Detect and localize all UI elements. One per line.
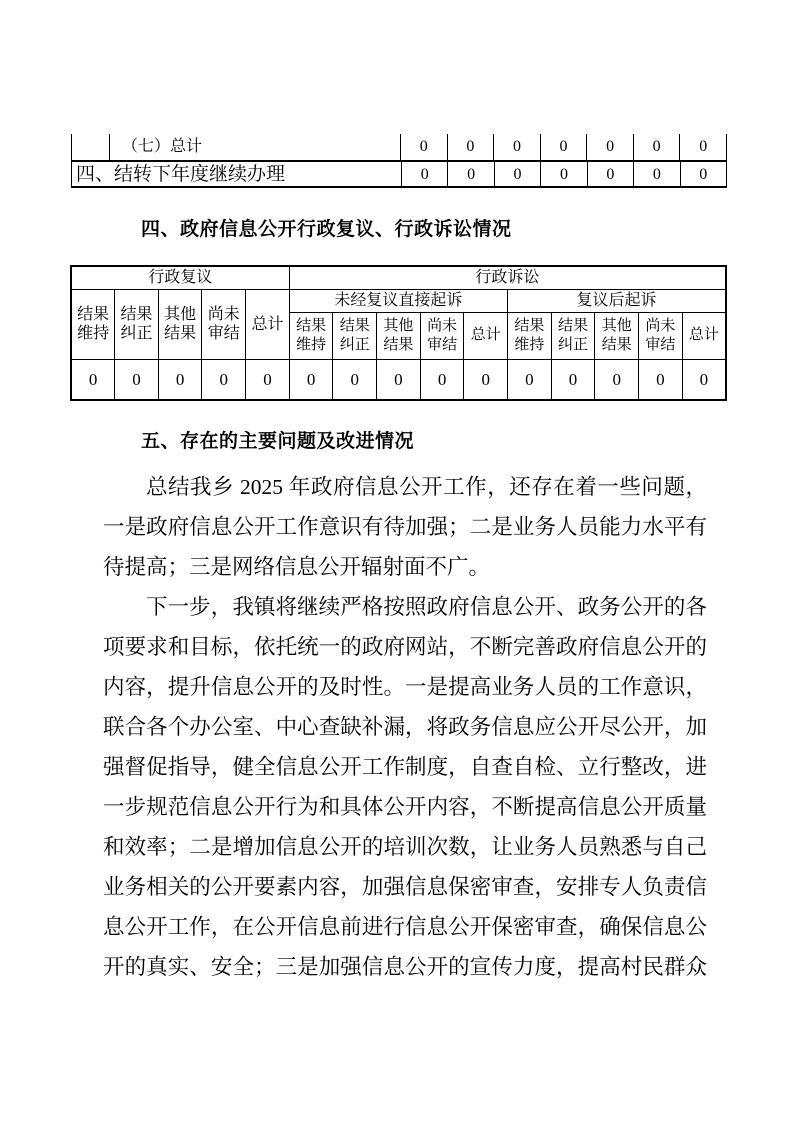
table-row [72,134,726,160]
cell-value: 0 [586,134,633,160]
admin-review-litigation-table [70,265,727,401]
group-header-litigation: 行政诉讼 [289,266,726,289]
cell-value: 0 [540,162,586,186]
paragraph-line: 总结我乡 2025 年政府信息公开工作，还存在着一些问题， [146,475,707,499]
paragraph-line: 开的真实、安全；三是加强信息公开的宣传力度，提高村民群众 [103,955,707,979]
table-row [71,289,726,312]
table-row [72,160,726,186]
column-header: 尚未审结 [639,312,683,359]
cell-value: 0 [633,134,680,160]
cell-value: 0 [401,162,447,186]
section-heading-5: 五、存在的主要问题及改进情况 [141,431,415,452]
cell-value: 0 [447,134,494,160]
cell-value: 0 [202,359,246,400]
cell-value: 0 [115,359,159,400]
table-row [71,359,726,400]
paragraph-line: 一是政府信息公开工作意识有待加强；二是业务人员能力水平有 [103,515,707,539]
paragraph-line: 下一步，我镇将继续严格按照政府信息公开、政务公开的各 [146,595,707,619]
column-header: 总计 [682,312,726,359]
cell-value: 0 [587,162,633,186]
column-header: 尚未审结 [420,312,464,359]
cell-value: 0 [508,359,552,400]
table-cell-empty [72,134,110,160]
row-label: 四、结转下年度继续办理 [76,164,286,185]
column-header: 总计 [246,289,290,359]
column-header: 总计 [464,312,508,359]
cell-value: 0 [595,359,639,400]
body-text [103,467,707,987]
column-header: 结果维持 [71,289,115,359]
cell-value: 0 [400,134,447,160]
cell-value: 0 [289,359,333,400]
column-header: 尚未审结 [202,289,246,359]
section-heading-4: 四、政府信息公开行政复议、行政诉讼情况 [141,219,512,240]
cell-value: 0 [633,162,679,186]
cell-value: 0 [680,162,726,186]
paragraph-line: 息公开工作，在公开信息前进行信息公开保密审查，确保信息公 [103,915,707,939]
cell-value: 0 [679,134,726,160]
paragraph-line: 项要求和目标，依托统一的政府网站，不断完善政府信息公开的 [103,635,707,659]
cell-value: 0 [333,359,377,400]
subgroup-header-after-review: 复议后起诉 [508,289,726,312]
group-header-review: 行政复议 [71,266,289,289]
paragraph-line: 联合各个办公室、中心查缺补漏，将政务信息应公开尽公开，加 [103,715,707,739]
cell-value: 0 [158,359,202,400]
cell-value: 0 [551,359,595,400]
cell-value: 0 [682,359,726,400]
paragraph-line: 强督促指导，健全信息公开工作制度，自查自检、立行整改，进 [103,755,707,779]
column-header: 其他结果 [158,289,202,359]
cell-value: 0 [377,359,421,400]
column-header: 结果维持 [508,312,552,359]
table-row [71,266,726,289]
paragraph-line: 业务相关的公开要素内容，加强信息保密审查，安排专人负责信 [103,875,707,899]
column-header: 结果纠正 [115,289,159,359]
column-header: 结果纠正 [551,312,595,359]
cell-value: 0 [464,359,508,400]
row-label: （七）总计 [122,138,203,155]
cell-value: 0 [447,162,493,186]
paragraph-line: 和效率；二是增加信息公开的培训次数，让业务人员熟悉与自己 [103,835,707,859]
cell-value: 0 [246,359,290,400]
column-header: 其他结果 [377,312,421,359]
cell-value: 0 [420,359,464,400]
paragraph-line: 一步规范信息公开行为和具体公开内容，不断提高信息公开质量 [103,795,707,819]
cell-value: 0 [71,359,115,400]
column-header: 结果纠正 [333,312,377,359]
cell-value: 0 [639,359,683,400]
cell-value: 0 [494,162,540,186]
paragraph-line: 待提高；三是网络信息公开辐射面不广。 [103,555,491,579]
carryover-table [71,134,727,188]
cell-value: 0 [493,134,540,160]
subgroup-header-direct: 未经复议直接起诉 [289,289,507,312]
cell-value: 0 [540,134,587,160]
column-header: 其他结果 [595,312,639,359]
paragraph-line: 内容，提升信息公开的及时性。一是提高业务人员的工作意识， [103,675,707,699]
column-header: 结果维持 [289,312,333,359]
